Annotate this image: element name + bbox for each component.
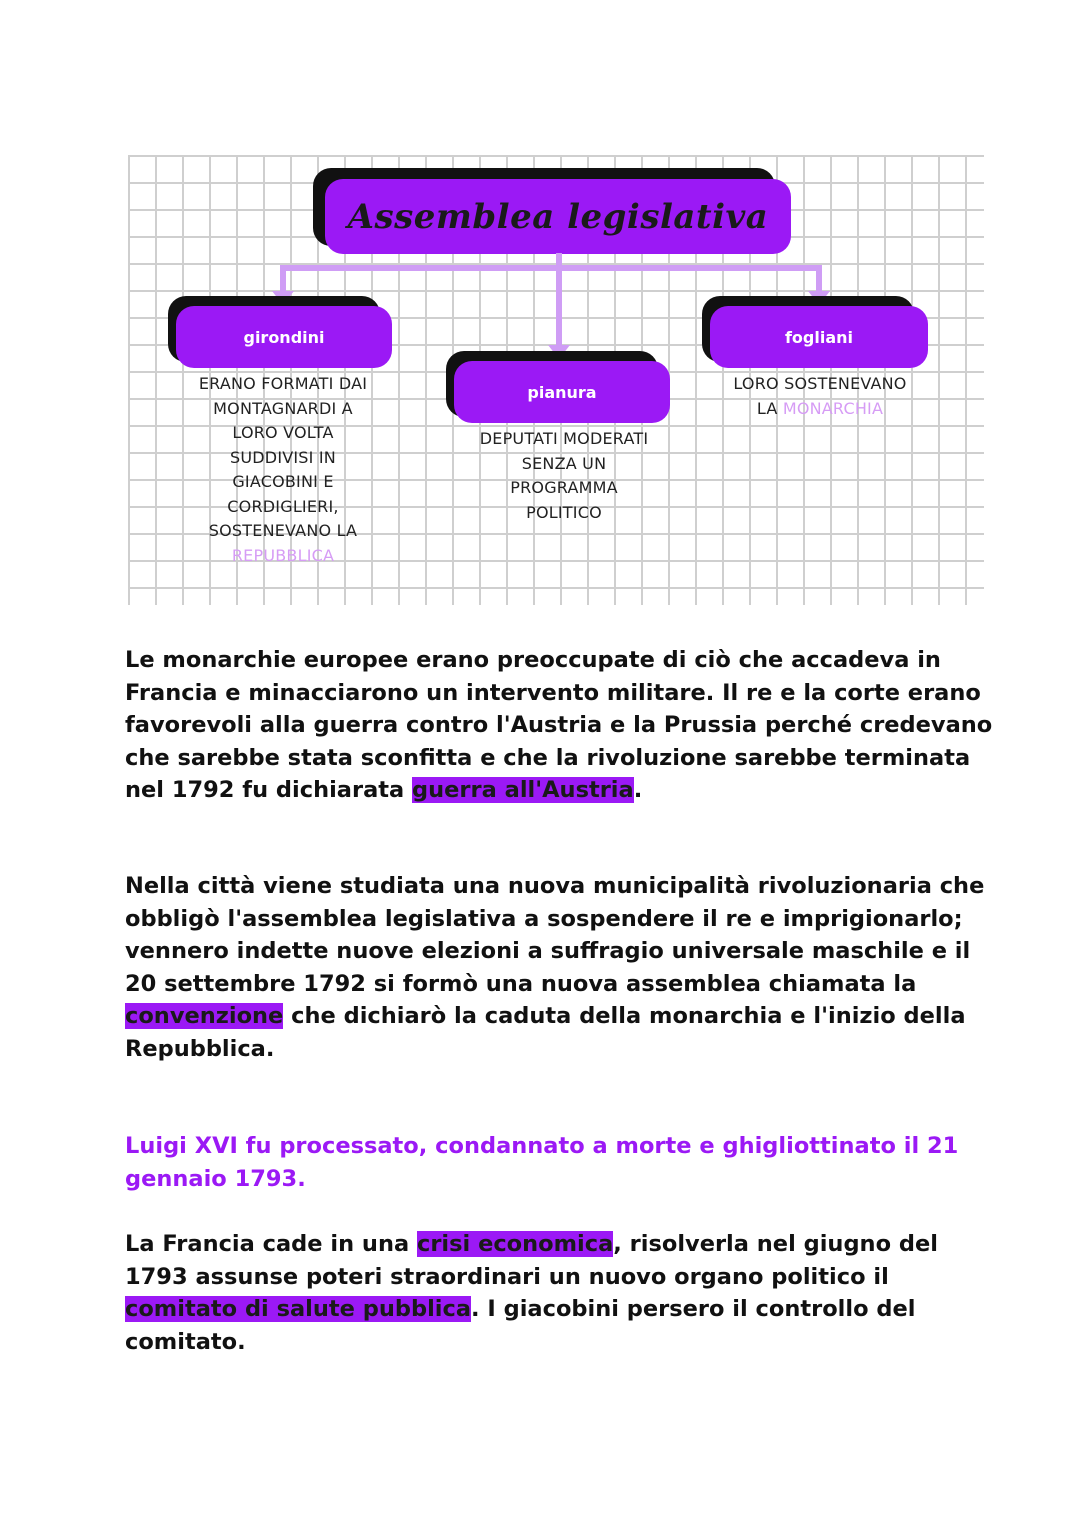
- highlight-guerra-austria: guerra all'Austria: [412, 777, 634, 803]
- girondini-line: MONTAGNARDI A: [213, 398, 353, 418]
- connector-stem-center: [556, 253, 562, 345]
- fogliani-line-2: [702, 397, 938, 422]
- highlight-comitato: comitato di salute pubblica: [125, 1296, 472, 1322]
- card-girondini: [168, 296, 392, 370]
- girondini-line: CORDIGLIERI,: [227, 496, 339, 516]
- card-fogliani: [702, 296, 928, 370]
- card-pianura: [446, 351, 670, 425]
- paragraph-2-tail: che dichiarò la caduta della monarchia e l'inizio della Repubblica.: [125, 1003, 966, 1062]
- paragraph-1-text: Le monarchie europee erano preoccupate di ciò che accadeva in Francia e minacciarono un intervento militare. Il re e la corte erano favorevoli alla guerra contro l'Austria e la Prussia perché credevano che sarebbe stata sconfitta e che la rivoluzione sarebbe terminata nel 1792 fu dichiarata: [125, 647, 993, 803]
- card-fogliani-label: fogliani: [710, 306, 928, 368]
- fogliani-accent: MONARCHIA: [782, 398, 884, 418]
- paragraph-1-tail: .: [633, 777, 643, 803]
- fogliani-prefix: LA: [756, 398, 778, 418]
- pianura-line: DEPUTATI MODERATI: [479, 429, 649, 448]
- paragraph-2: [125, 870, 995, 1065]
- fogliani-line: LORO SOSTENEVANO: [733, 374, 907, 393]
- pianura-line: POLITICO: [526, 502, 602, 522]
- paragraph-4: [125, 1228, 995, 1358]
- girondini-line: GIACOBINI E: [232, 472, 334, 491]
- paragraph-4-text: La Francia cade in una: [125, 1231, 417, 1257]
- card-girondini-label: girondini: [176, 306, 392, 368]
- connector-horizontal: [280, 265, 822, 271]
- girondini-line: LORO VOLTA: [232, 423, 334, 442]
- paragraph-4-tail: . I giacobini persero il controllo del comitato.: [125, 1296, 916, 1355]
- girondini-line: ERANO FORMATI DAI: [198, 374, 368, 393]
- girondini-line: SOSTENEVANO LA: [208, 521, 358, 540]
- girondini-line: SUDDIVISI IN: [230, 447, 336, 467]
- pianura-line: SENZA UN: [521, 453, 607, 473]
- pianura-description: [453, 427, 675, 525]
- paragraph-4-middle: , risolverla nel giugno del 1793 assunse poteri straordinari un nuovo organo politico il: [125, 1231, 938, 1290]
- paragraph-3-text: Luigi XVI fu processato, condannato a morte e ghigliottinato il 21 gennaio 1793.: [125, 1133, 959, 1192]
- highlight-crisi-economica: crisi economica: [416, 1231, 614, 1257]
- diagram-title: Assemblea legislativa: [325, 179, 791, 254]
- paragraph-2-text: Nella città viene studiata una nuova municipalità rivoluzionaria che obbligò l'assemblea legislativa a sospendere il re e imprigionarlo; vennero indette nuove elezioni a suffragio universale maschile e il 20 settembre 1792 si formò una nuova assemblea chiamata la: [125, 873, 985, 997]
- card-pianura-label: pianura: [454, 361, 670, 423]
- paragraph-3: [125, 1130, 995, 1195]
- title-card: [313, 168, 791, 254]
- girondini-accent: REPUBBLICA: [231, 545, 335, 565]
- fogliani-description: [702, 372, 938, 421]
- concept-map: [128, 155, 984, 605]
- paragraph-1: [125, 644, 995, 807]
- pianura-line: PROGRAMMA: [510, 478, 618, 497]
- girondini-description: [168, 372, 398, 568]
- highlight-convenzione: convenzione: [125, 1003, 284, 1029]
